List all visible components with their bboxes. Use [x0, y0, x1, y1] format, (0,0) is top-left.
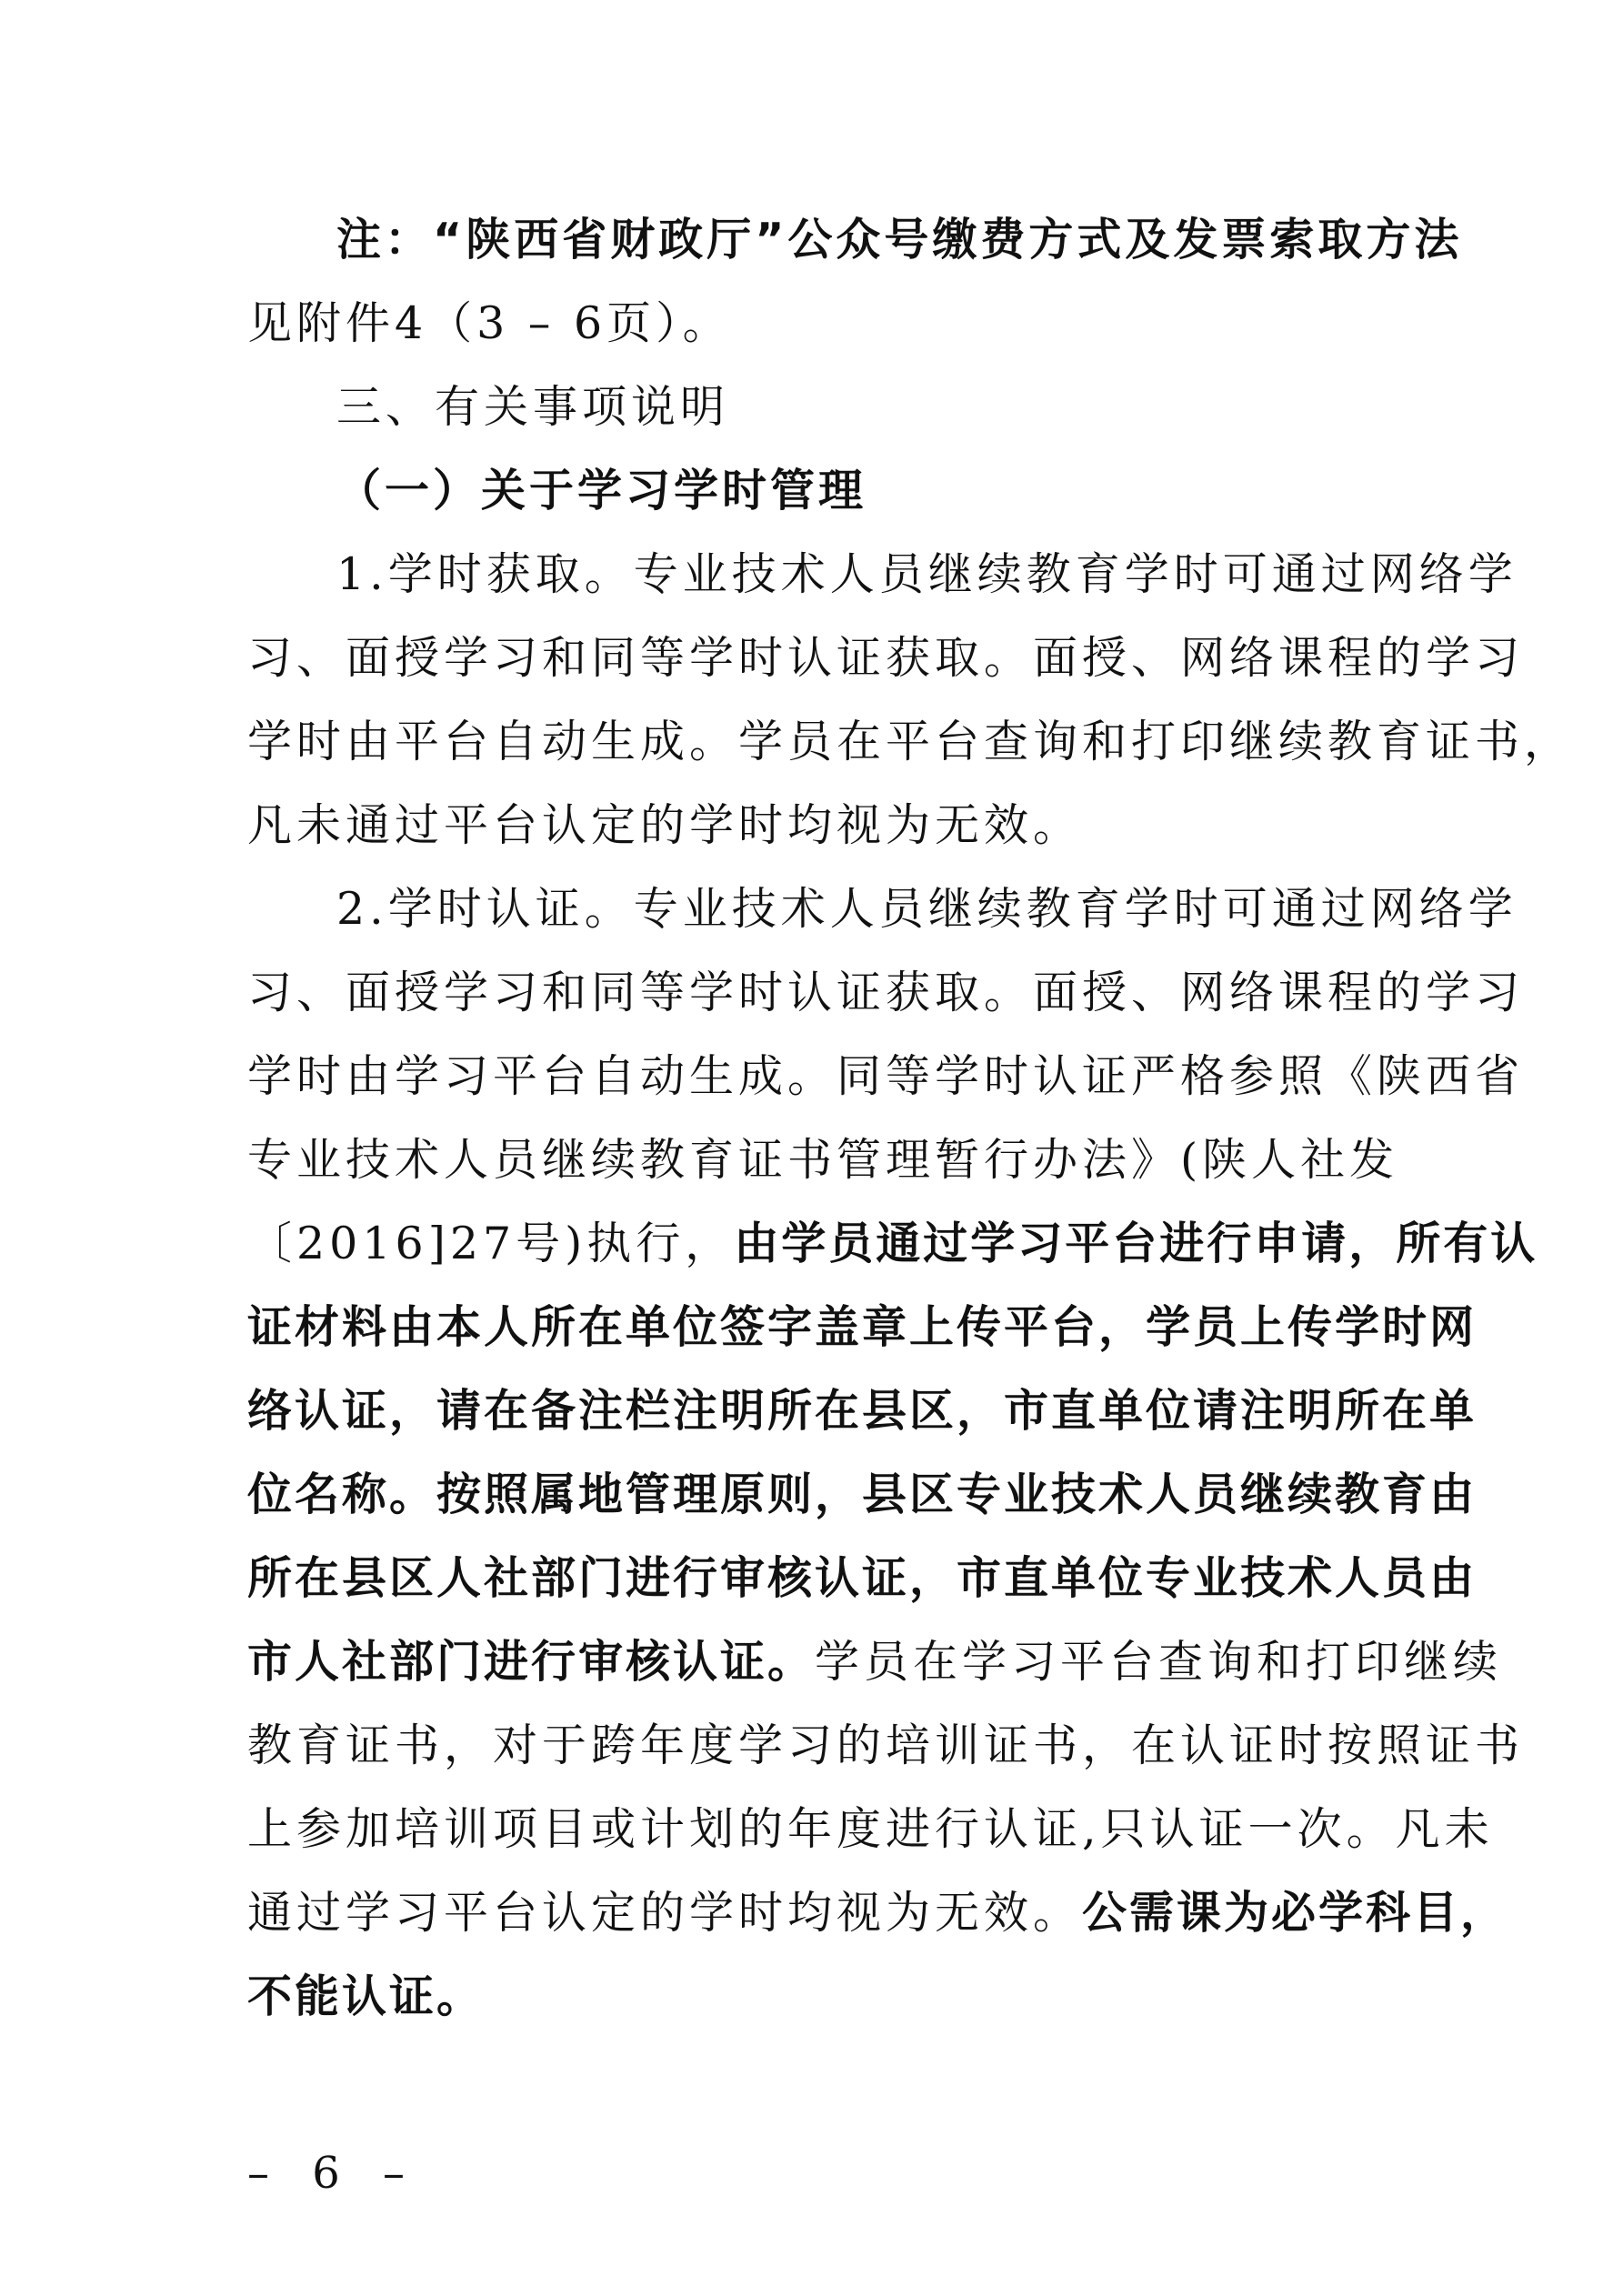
paragraph-2-line-5-regular: 〔2016]27号)执行，: [247, 1218, 735, 1269]
paragraph-2-line-10-bold: 市人社部门进行审核认证。: [247, 1636, 816, 1688]
paragraph-2-line-5: [247, 1217, 1538, 1271]
paragraph-2-line-13-bold: 公需课为必学科目，: [1082, 1887, 1508, 1939]
paragraph-2-line-6: 证材料由本人所在单位签字盖章上传平台，学员上传学时网: [247, 1301, 1478, 1353]
paragraph-1-line-4: 凡未通过平台认定的学时均视为无效。: [247, 799, 1083, 851]
page-number: – 6 –: [247, 2148, 420, 2199]
paragraph-2-line-10: [247, 1635, 1503, 1689]
paragraph-2-line-1: 2.学时认证。专业技术人员继续教育学时可通过网络学: [336, 883, 1518, 935]
paragraph-1-line-3: 学时由平台自动生成。学员在平台查询和打印继续教育证书，: [247, 716, 1574, 767]
paragraph-2-line-13: [247, 1886, 1508, 1940]
section-heading: 三、有关事项说明: [336, 381, 730, 433]
paragraph-2-line-5-bold: 由学员通过学习平台进行申请，所有认: [734, 1218, 1538, 1269]
note-line-1: 注：“陕西省财政厅”公众号缴费方式及发票索取方法: [336, 214, 1463, 266]
paragraph-2-line-13-regular: 通过学习平台认定的学时均视为无效。: [247, 1887, 1083, 1939]
note-line-2: 见附件4（3 – 6页）。: [247, 297, 732, 349]
paragraph-2-line-12: 上参加培训项目或计划的年度进行认证,只认证一次。凡未: [247, 1803, 1494, 1855]
subsection-heading: （一）关于学习学时管理: [336, 465, 867, 516]
paragraph-2-line-2: 习、面授学习和同等学时认证获取。面授、网络课程的学习: [247, 967, 1525, 1018]
paragraph-1-line-2: 习、面授学习和同等学时认证获取。面授、网络课程的学习: [247, 632, 1525, 684]
paragraph-2-line-8: 位名称。按照属地管理原则，县区专业技术人员继续教育由: [247, 1469, 1478, 1520]
paragraph-2-line-3: 学时由学习平台自动生成。同等学时认证严格参照《陕西省: [247, 1050, 1525, 1102]
paragraph-2-line-14: 不能认证。: [247, 1970, 485, 2022]
paragraph-2-line-7: 络认证，请在备注栏注明所在县区，市直单位请注明所在单: [247, 1385, 1478, 1437]
paragraph-2-line-10-regular: 学员在学习平台查询和打印继续: [815, 1636, 1503, 1688]
paragraph-1-line-1: 1.学时获取。专业技术人员继续教育学时可通过网络学: [336, 548, 1518, 600]
paragraph-2-line-4: 专业技术人员继续教育证书管理暂行办法》(陕人社发: [247, 1134, 1399, 1186]
paragraph-2-line-11: 教育证书，对于跨年度学习的培训证书，在认证时按照证书: [247, 1719, 1525, 1771]
paragraph-2-line-9: 所在县区人社部门进行审核认证，市直单位专业技术人员由: [247, 1552, 1478, 1604]
